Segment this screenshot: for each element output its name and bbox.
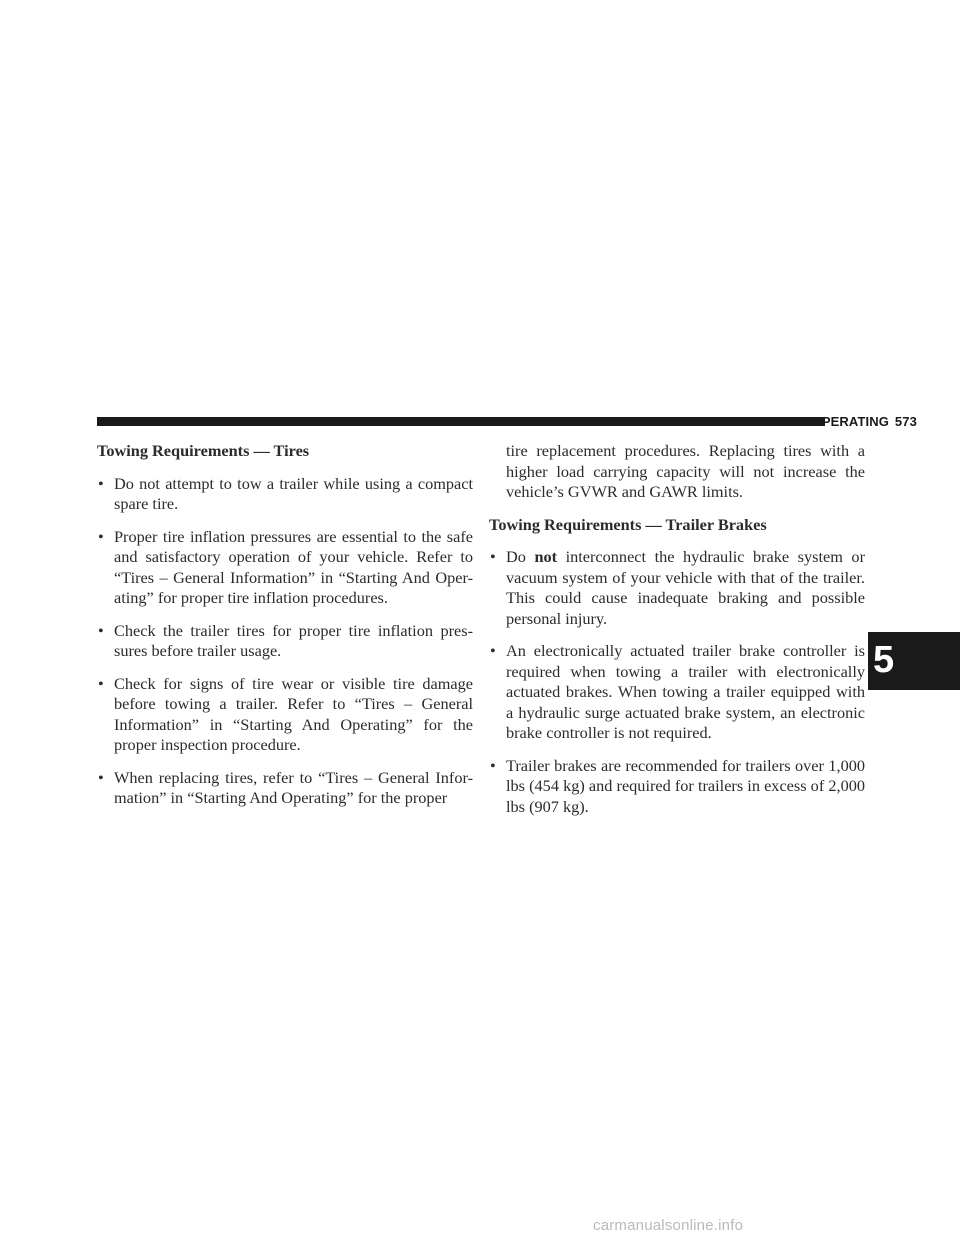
running-header [710,414,917,429]
section-heading-tires: Towing Requirements — Tires [97,441,310,460]
emphasis-not: not [534,547,558,566]
page-number: 573 [894,414,917,429]
list-item: • Check for signs of tire wear or visible tire damage before towing a trailer. Refer to “Tires – General Information” in “Starting And Operating” for the proper inspection procedure. [98,673,473,754]
list-item: • An electronically actuated trailer brake controller is required when towing a trailer with electronically actuated brakes. When towing a trailer equipped with a hydraulic surge actuated brake system, an electronic brake controller is not required. [490,641,865,742]
list-item: • Proper tire inflation pressures are essential to the safe and satisfactory operation of your vehicle. Refer to “Tires – General Information” in “Starting And Oper- ating” for proper tire inflation procedures. [98,526,473,607]
continued-paragraph: tire replacement procedures. Replacing tires with a higher load carrying capacity will not increase the vehicle’s GVWR and GAWR limits. [506,441,865,501]
list-item: • Check the trailer tires for proper tire inflation pres- sures before trailer usage. [98,620,473,660]
left-column [97,441,473,821]
chapter-number: 5 [873,639,895,681]
list-item: • Do not attempt to tow a trailer while using a compact spare tire. [98,473,473,513]
right-column [489,441,865,829]
bullet-icon: • [98,473,104,493]
bullet-icon: • [98,673,104,693]
bullet-icon: • [98,620,104,640]
section-title: STARTING AND OPERATING [710,414,889,429]
tires-bullet-list [97,474,473,809]
bullet-icon: • [98,526,104,546]
list-item: • When replacing tires, refer to “Tires – General Infor- mation” in “Starting And Operating” for the proper [98,767,473,807]
bullet-icon: • [98,767,104,787]
watermark-text: carmanualsonline.info [593,1217,744,1234]
list-item: • Do not interconnect the hydraulic brake system or vacuum system of your vehicle with that of the trailer. This could cause inadequate braking and possible personal injury. [490,547,865,628]
bullet-icon: • [490,641,496,660]
bullet-icon: • [490,755,496,775]
section-heading-trailer-brakes: Towing Requirements — Trailer Brakes [489,514,767,534]
brakes-bullet-list [489,547,865,817]
bullet-icon: • [490,547,496,566]
list-item: • Trailer brakes are recommended for trailers over 1,000 lbs (454 kg) and required for trailers in excess of 2,000 lbs (907 kg). [490,755,865,816]
